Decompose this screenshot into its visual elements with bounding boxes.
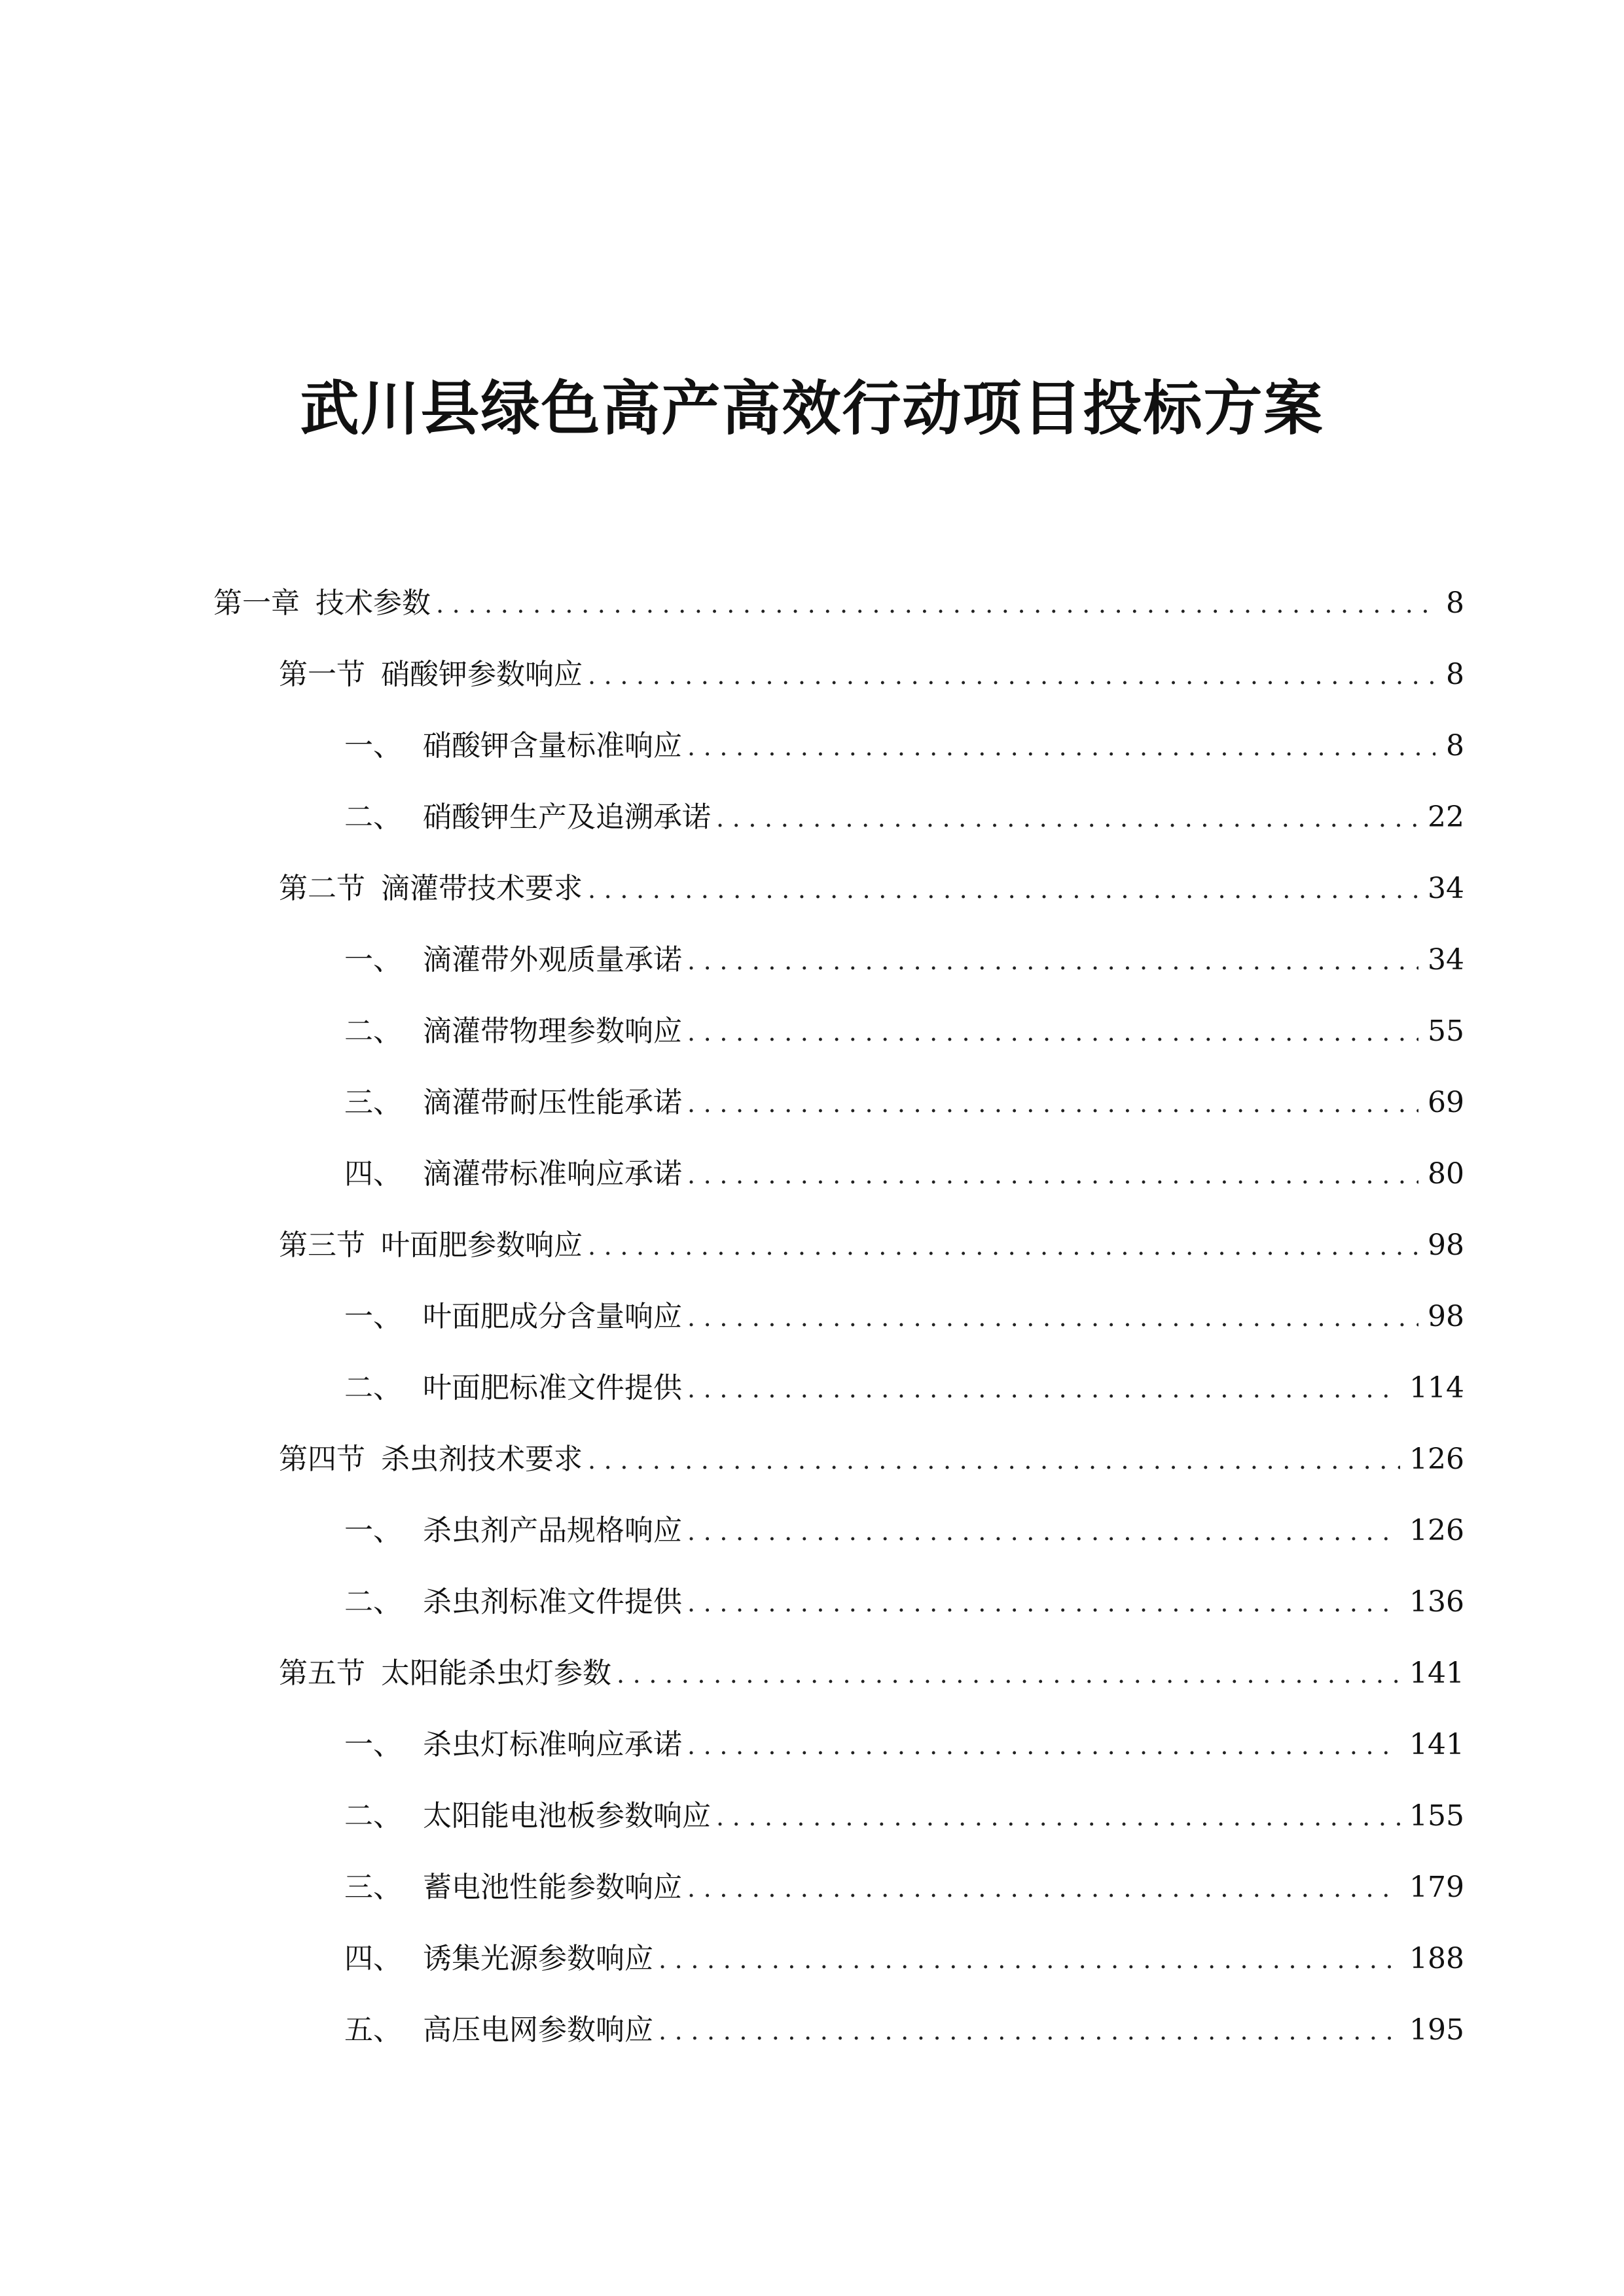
toc-entry-title: 太阳能杀虫灯参数 bbox=[381, 1657, 611, 1690]
toc-page-number: 155 bbox=[1409, 1799, 1464, 1833]
toc-dot-leader bbox=[588, 1437, 1400, 1483]
toc-page-number: 141 bbox=[1409, 1728, 1464, 1761]
toc-dot-leader bbox=[588, 653, 1435, 698]
toc-entry-number: 第五节 bbox=[279, 1657, 365, 1690]
toc-page-number: 98 bbox=[1428, 1300, 1464, 1333]
toc-dot-leader bbox=[659, 2008, 1400, 2054]
toc-page-number: 114 bbox=[1409, 1371, 1464, 1405]
toc-dot-leader bbox=[687, 724, 1435, 770]
toc-entry-number: 三、 bbox=[344, 1086, 402, 1119]
toc-entry-title: 滴灌带物理参数响应 bbox=[423, 1014, 682, 1048]
toc-dot-leader bbox=[687, 1865, 1400, 1911]
toc-page-number: 55 bbox=[1428, 1014, 1464, 1048]
toc-entry-number: 一、 bbox=[344, 729, 402, 762]
toc-entry-title: 硝酸钾生产及追溯承诺 bbox=[423, 800, 711, 834]
toc-entry-title: 杀虫剂标准文件提供 bbox=[423, 1585, 682, 1619]
toc-entry[interactable] bbox=[344, 1865, 1464, 1910]
toc-dot-leader bbox=[716, 795, 1418, 841]
toc-page-number: 126 bbox=[1409, 1514, 1464, 1547]
toc-entry[interactable] bbox=[344, 1508, 1464, 1554]
toc-entry[interactable] bbox=[213, 581, 1464, 626]
toc-entry-number: 四、 bbox=[344, 1157, 402, 1191]
toc-dot-leader bbox=[687, 1366, 1400, 1412]
toc-entry[interactable] bbox=[344, 2007, 1464, 2053]
toc-dot-leader bbox=[617, 1651, 1400, 1697]
toc-dot-leader bbox=[436, 581, 1435, 627]
toc-entry[interactable] bbox=[344, 1722, 1464, 1768]
toc-entry-number: 一、 bbox=[344, 1728, 402, 1761]
toc-dot-leader bbox=[687, 1009, 1418, 1055]
toc-entry-number: 三、 bbox=[344, 1871, 402, 1904]
toc-entry[interactable] bbox=[344, 1080, 1464, 1126]
toc-entry[interactable] bbox=[279, 1437, 1464, 1482]
toc-entry-title: 叶面肥标准文件提供 bbox=[423, 1371, 682, 1405]
toc-entry-number: 一、 bbox=[344, 1300, 402, 1333]
toc-entry[interactable] bbox=[344, 1579, 1464, 1625]
toc-entry-title: 技术参数 bbox=[316, 586, 431, 620]
toc-dot-leader bbox=[687, 938, 1418, 984]
toc-entry-title: 滴灌带耐压性能承诺 bbox=[423, 1086, 682, 1119]
toc-entry[interactable] bbox=[344, 723, 1464, 769]
toc-entry[interactable] bbox=[279, 652, 1464, 698]
toc-page-number: 98 bbox=[1428, 1229, 1464, 1262]
toc-entry-title: 硝酸钾含量标准响应 bbox=[423, 729, 682, 762]
toc-entry-number: 第一章 bbox=[213, 586, 300, 620]
toc-dot-leader bbox=[687, 1081, 1418, 1126]
toc-dot-leader bbox=[687, 1295, 1418, 1340]
toc-entry-title: 叶面肥成分含量响应 bbox=[423, 1300, 682, 1333]
toc-page-number: 195 bbox=[1409, 2013, 1464, 2047]
toc-entry-number: 二、 bbox=[344, 1371, 402, 1405]
toc-entry[interactable] bbox=[344, 1009, 1464, 1054]
toc-entry-title: 杀虫灯标准响应承诺 bbox=[423, 1728, 682, 1761]
toc-entry-number: 第二节 bbox=[279, 872, 365, 905]
toc-entry[interactable] bbox=[279, 1651, 1464, 1696]
toc-page-number: 179 bbox=[1409, 1871, 1464, 1904]
toc-page-number: 126 bbox=[1409, 1443, 1464, 1476]
toc-entry-number: 二、 bbox=[344, 1585, 402, 1619]
toc-entry[interactable] bbox=[344, 795, 1464, 840]
toc-page-number: 8 bbox=[1446, 586, 1464, 620]
toc-entry[interactable] bbox=[344, 1151, 1464, 1197]
toc-entry-title: 太阳能电池板参数响应 bbox=[423, 1799, 711, 1833]
toc-entry-title: 滴灌带外观质量承诺 bbox=[423, 943, 682, 977]
toc-entry-title: 蓄电池性能参数响应 bbox=[423, 1871, 682, 1904]
toc-entry[interactable] bbox=[344, 1294, 1464, 1340]
toc-page-number: 141 bbox=[1409, 1657, 1464, 1690]
toc-entry-title: 滴灌带技术要求 bbox=[381, 872, 583, 905]
toc-entry[interactable] bbox=[344, 1365, 1464, 1411]
toc-entry-number: 二、 bbox=[344, 800, 402, 834]
toc-page-number: 136 bbox=[1409, 1585, 1464, 1619]
toc-entry-number: 第三节 bbox=[279, 1229, 365, 1262]
toc-entry-title: 诱集光源参数响应 bbox=[423, 1942, 653, 1975]
toc-entry[interactable] bbox=[344, 1793, 1464, 1839]
toc-page-number: 69 bbox=[1428, 1086, 1464, 1119]
toc-entry-number: 五、 bbox=[344, 2013, 402, 2047]
toc-page-number: 34 bbox=[1428, 943, 1464, 977]
toc-entry-title: 高压电网参数响应 bbox=[423, 2013, 653, 2047]
toc-page-number: 8 bbox=[1446, 729, 1464, 762]
toc-dot-leader bbox=[687, 1152, 1418, 1198]
toc-entry-title: 杀虫剂技术要求 bbox=[381, 1443, 583, 1476]
toc-entry-number: 二、 bbox=[344, 1014, 402, 1048]
toc-entry-title: 叶面肥参数响应 bbox=[381, 1229, 583, 1262]
toc-page-number: 80 bbox=[1428, 1157, 1464, 1191]
toc-entry-title: 滴灌带标准响应承诺 bbox=[423, 1157, 682, 1191]
toc-entry-number: 一、 bbox=[344, 1514, 402, 1547]
toc-entry-number: 二、 bbox=[344, 1799, 402, 1833]
toc-entry-title: 硝酸钾参数响应 bbox=[381, 658, 583, 691]
toc-dot-leader bbox=[687, 1509, 1400, 1554]
toc-dot-leader bbox=[687, 1580, 1400, 1626]
toc-entry[interactable] bbox=[279, 1223, 1464, 1268]
toc-entry-number: 四、 bbox=[344, 1942, 402, 1975]
toc-entry[interactable] bbox=[344, 937, 1464, 983]
toc-dot-leader bbox=[588, 1223, 1418, 1269]
toc-entry[interactable] bbox=[344, 1936, 1464, 1982]
toc-page-number: 34 bbox=[1428, 872, 1464, 905]
toc-entry-title: 杀虫剂产品规格响应 bbox=[423, 1514, 682, 1547]
toc-page-number: 188 bbox=[1409, 1942, 1464, 1975]
toc-dot-leader bbox=[687, 1723, 1400, 1768]
document-title: 武川县绿色高产高效行动项目投标方案 bbox=[300, 374, 1324, 444]
toc-dot-leader bbox=[716, 1794, 1400, 1840]
toc-entry-number: 第四节 bbox=[279, 1443, 365, 1476]
toc-entry-number: 第一节 bbox=[279, 658, 365, 691]
toc-entry-number: 一、 bbox=[344, 943, 402, 977]
toc-dot-leader bbox=[659, 1937, 1400, 1982]
toc-entry[interactable] bbox=[279, 866, 1464, 912]
toc-dot-leader bbox=[588, 867, 1418, 912]
toc-page-number: 22 bbox=[1428, 800, 1464, 834]
toc-page-number: 8 bbox=[1446, 658, 1464, 691]
